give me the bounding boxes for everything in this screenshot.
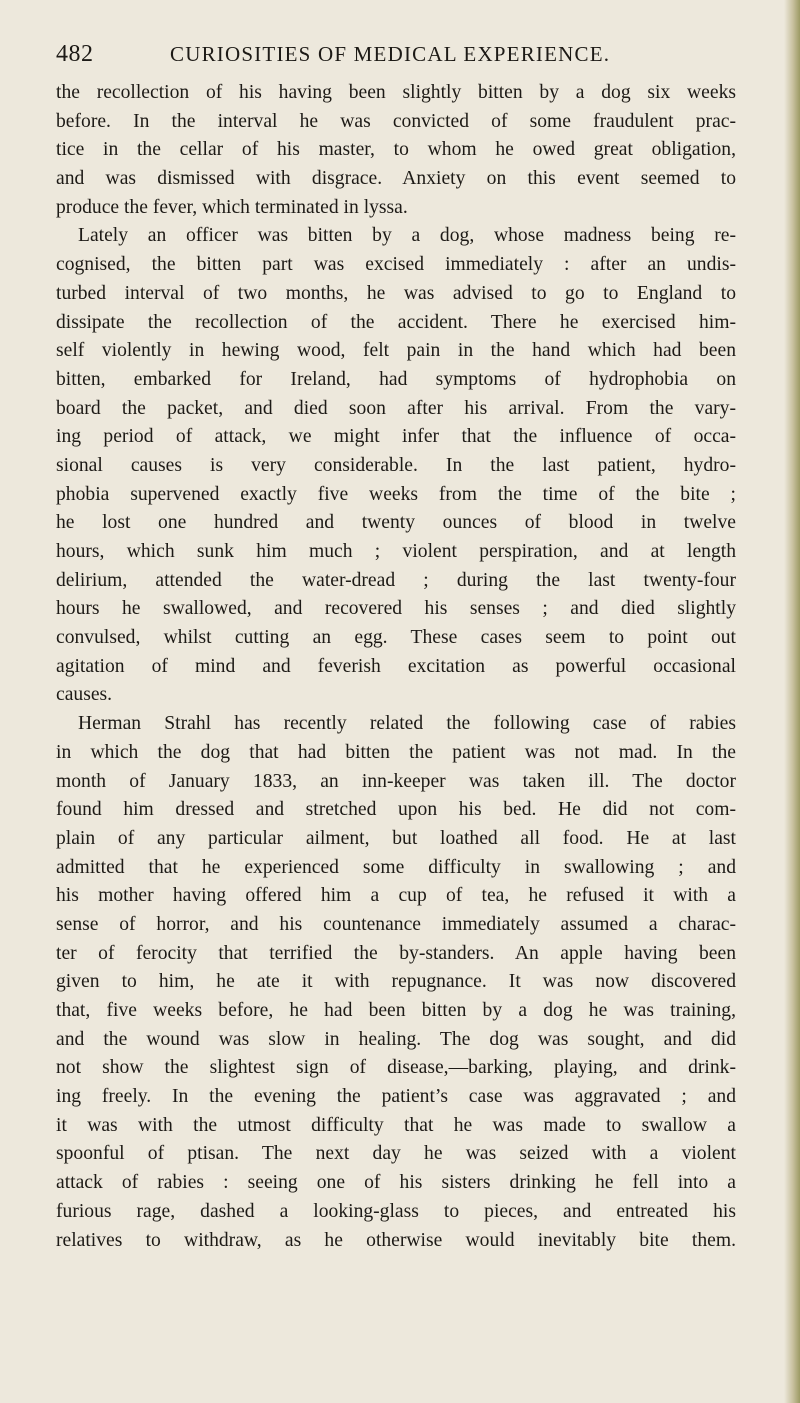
text-line: he lost one hundred and twenty ounces of blood in twelve xyxy=(56,512,736,534)
text-line: self violently in hewing wood, felt pain in the hand which had been xyxy=(56,340,736,362)
text-line: admitted that he experienced some difficulty in swallowing ; and xyxy=(56,856,736,878)
text-line: sional causes is very considerable. In the last patient, hydro- xyxy=(56,454,736,476)
page-edge-shadow xyxy=(784,0,800,1403)
text-line: delirium, attended the water-dread ; during the last twenty-four xyxy=(56,569,736,591)
text-line: his mother having offered him a cup of tea, he refused it with a xyxy=(56,885,736,907)
text-line: plain of any particular ailment, but loathed all food. He at last xyxy=(56,827,736,849)
text-line: hours he swallowed, and recovered his senses ; and died slightly xyxy=(56,598,736,620)
text-line: sense of horror, and his countenance immediately assumed a charac- xyxy=(56,913,736,935)
text-line: Herman Strahl has recently related the following case of rabies xyxy=(78,713,736,735)
text-line: attack of rabies : seeing one of his sisters drinking he fell into a xyxy=(56,1172,736,1194)
text-line: ter of ferocity that terrified the by-standers. An apple having been xyxy=(56,942,736,964)
text-line: Lately an officer was bitten by a dog, whose madness being re- xyxy=(78,225,736,247)
body-text xyxy=(56,79,736,1255)
text-line: board the packet, and died soon after his arrival. From the vary- xyxy=(56,397,736,419)
text-line: produce the fever, which terminated in lyssa. xyxy=(56,196,408,218)
text-line: phobia supervened exactly five weeks from the time of the bite ; xyxy=(56,483,736,505)
page-number: 482 xyxy=(56,41,94,67)
text-line: agitation of mind and feverish excitation as powerful occasional xyxy=(56,655,736,677)
text-line: causes. xyxy=(56,684,113,706)
running-title: CURIOSITIES OF MEDICAL EXPERIENCE. xyxy=(170,42,611,66)
text-line: month of January 1833, an inn-keeper was taken ill. The doctor xyxy=(56,770,736,792)
text-line: not show the slightest sign of disease,—barking, playing, and drink- xyxy=(56,1057,736,1079)
text-line: in which the dog that had bitten the patient was not mad. In the xyxy=(56,741,736,763)
text-line: and was dismissed with disgrace. Anxiety on this event seemed to xyxy=(56,168,736,190)
text-line: cognised, the bitten part was excised immediately : after an undis- xyxy=(56,254,736,276)
text-line: before. In the interval he was convicted of some fraudulent prac- xyxy=(56,110,736,132)
text-line: turbed interval of two months, he was advised to go to England to xyxy=(56,282,736,304)
text-line: relatives to withdraw, as he otherwise would inevitably bite them. xyxy=(56,1229,736,1251)
text-line: ing freely. In the evening the patient’s case was aggravated ; and xyxy=(56,1086,736,1108)
text-line: dissipate the recollection of the accident. There he exercised him- xyxy=(56,311,736,333)
text-line: convulsed, whilst cutting an egg. These cases seem to point out xyxy=(56,627,736,649)
text-line: bitten, embarked for Ireland, had symptoms of hydrophobia on xyxy=(56,368,736,390)
text-line: ing period of attack, we might infer that the influence of occa- xyxy=(56,426,736,448)
text-line: spoonful of ptisan. The next day he was seized with a violent xyxy=(56,1143,736,1165)
text-line: that, five weeks before, he had been bitten by a dog he was training, xyxy=(56,1000,736,1021)
text-line: furious rage, dashed a looking-glass to pieces, and entreated his xyxy=(56,1200,736,1222)
text-line: it was with the utmost difficulty that he was made to swallow a xyxy=(56,1114,736,1136)
text-line: found him dressed and stretched upon his bed. He did not com- xyxy=(56,799,736,821)
text-line: hours, which sunk him much ; violent perspiration, and at length xyxy=(56,541,736,562)
page-header xyxy=(56,34,736,74)
text-line: tice in the cellar of his master, to whom he owed great obligation, xyxy=(56,139,736,161)
text-line: the recollection of his having been slightly bitten by a dog six weeks xyxy=(56,82,736,103)
text-line: and the wound was slow in healing. The dog was sought, and did xyxy=(56,1028,736,1050)
text-line: given to him, he ate it with repugnance. It was now discovered xyxy=(56,971,736,993)
